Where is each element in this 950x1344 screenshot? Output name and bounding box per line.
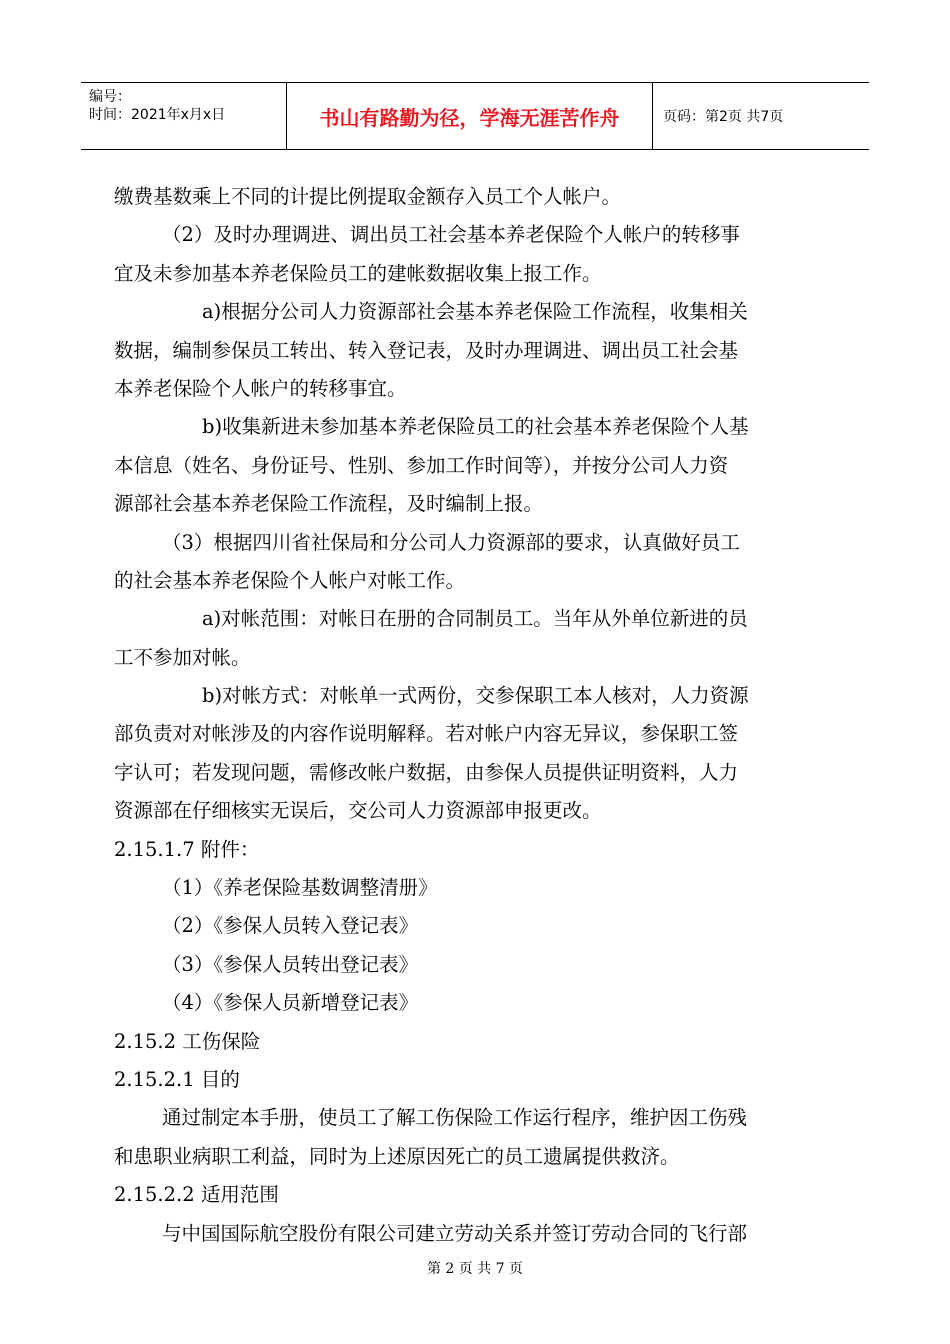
body-line: b)收集新进未参加基本养老保险员工的社会基本养老保险个人基 [202, 415, 749, 439]
body-line: 源部社会基本养老保险工作流程，及时编制上报。 [114, 492, 544, 516]
body-line: 本养老保险个人帐户的转移事宜。 [114, 376, 407, 400]
body-line: 部负责对对帐涉及的内容作说明解释。若对帐户内容无异议，参保职工签 [114, 722, 739, 746]
header-meta [89, 88, 225, 124]
section-heading: 2.15.1.7 附件： [114, 837, 260, 861]
document-number: 编号： [89, 89, 131, 105]
body-line: a)根据分公司人力资源部社会基本养老保险工作流程，收集相关 [202, 300, 748, 324]
body-line: （2）及时办理调进、调出员工社会基本养老保险个人帐户的转移事 [162, 223, 740, 247]
attachment-item: （3）《参保人员转出登记表》 [162, 952, 419, 976]
body-line: 通过制定本手册，使员工了解工伤保险工作运行程序，维护因工伤残 [162, 1106, 748, 1130]
body-line: 数据，编制参保员工转出、转入登记表，及时办理调进、调出员工社会基 [114, 338, 739, 362]
body-line: a)对帐范围：对帐日在册的合同制员工。当年从外单位新进的员 [202, 607, 748, 631]
section-heading: 2.15.2 工伤保险 [114, 1029, 261, 1053]
attachment-item: （4）《参保人员新增登记表》 [162, 991, 419, 1015]
page-header [81, 82, 869, 150]
section-heading: 2.15.2.1 目的 [114, 1067, 240, 1091]
body-line: 本信息（姓名、身份证号、性别、参加工作时间等），并按分公司人力资 [114, 453, 729, 477]
body-line: （3）根据四川省社保局和分公司人力资源部的要求，认真做好员工 [162, 530, 740, 554]
header-motto: 书山有路勤为径，学海无涯苦作舟 [286, 83, 653, 149]
body-line: 资源部在仔细核实无误后，交公司人力资源部申报更改。 [114, 799, 602, 823]
body-line: 的社会基本养老保险个人帐户对帐工作。 [114, 568, 466, 592]
body-line: 字认可；若发现问题，需修改帐户数据，由参保人员提供证明资料，人力 [114, 760, 739, 784]
body-line: 缴费基数乘上不同的计提比例提取金额存入员工个人帐户。 [114, 185, 622, 208]
header-page-info: 页码：第2页 共7页 [663, 109, 784, 125]
body-line: 与中国国际航空股份有限公司建立劳动关系并签订劳动合同的飞行部 [162, 1221, 748, 1245]
attachment-item: （2）《参保人员转入登记表》 [162, 914, 419, 938]
body-line: b)对帐方式：对帐单一式两份，交参保职工本人核对，人力资源 [202, 684, 749, 708]
document-body [114, 178, 836, 1253]
section-heading: 2.15.2.2 适用范围 [114, 1183, 279, 1207]
body-line: 宜及未参加基本养老保险员工的建帐数据收集上报工作。 [114, 261, 602, 285]
body-line: 工不参加对帐。 [114, 645, 251, 669]
body-line: 和患职业病职工利益，同时为上述原因死亡的员工遗属提供救济。 [114, 1144, 680, 1168]
attachment-item: （1）《养老保险基数调整清册》 [162, 876, 438, 900]
page-footer: 第 2 页 共 7 页 [426, 1261, 524, 1277]
document-time: 时间：2021年x月x日 [89, 107, 226, 123]
